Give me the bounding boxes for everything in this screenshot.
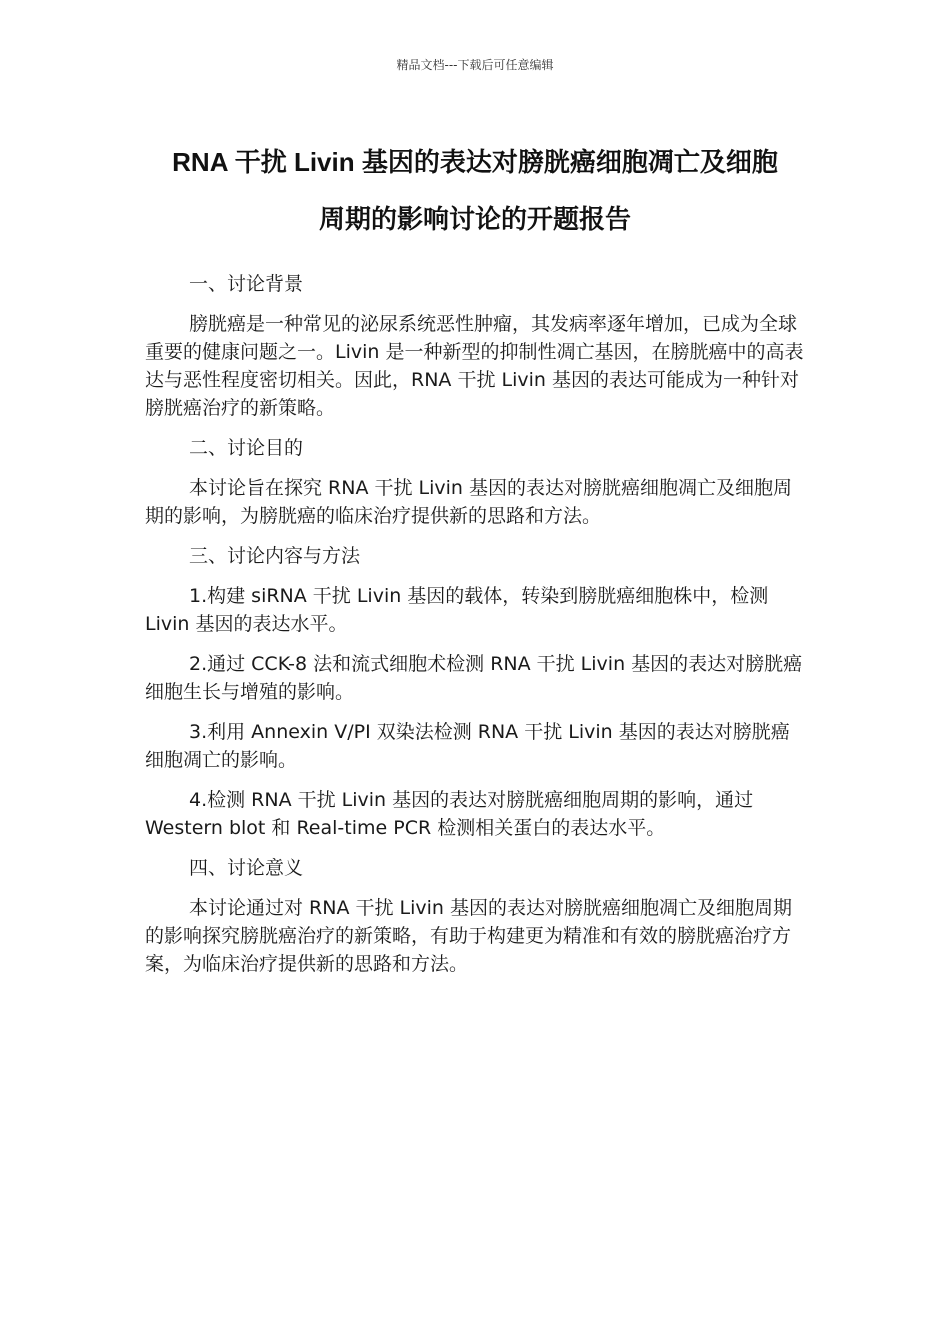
section-content-methods (145, 542, 807, 842)
section-significance (145, 854, 807, 978)
document-title (120, 134, 830, 248)
document-body (145, 270, 807, 990)
title-line-1: RNA 干扰 Livin 基因的表达对膀胱癌细胞凋亡及细胞 (172, 147, 778, 177)
method-item: 4.检测 RNA 干扰 Livin 基因的表达对膀胱癌细胞周期的影响，通过 Western blot 和 Real-time PCR 检测相关蛋白的表达水平。 (145, 789, 754, 839)
section-heading: 四、讨论意义 (189, 857, 304, 879)
paragraph: 本讨论旨在探究 RNA 干扰 Livin 基因的表达对膀胱癌细胞凋亡及细胞周期的影响，为膀胱癌的临床治疗提供新的思路和方法。 (145, 477, 793, 527)
method-item: 3.利用 Annexin V/PI 双染法检测 RNA 干扰 Livin 基因的表达对膀胱癌细胞凋亡的影响。 (145, 721, 790, 771)
method-item: 1.构建 siRNA 干扰 Livin 基因的载体，转染到膀胱癌细胞株中，检测 Livin 基因的表达水平。 (145, 585, 769, 635)
section-heading: 三、讨论内容与方法 (189, 545, 361, 567)
header-note: 精品文档---下载后可任意编辑 (396, 58, 554, 72)
section-heading: 二、讨论目的 (189, 437, 304, 459)
method-item: 2.通过 CCK-8 法和流式细胞术检测 RNA 干扰 Livin 基因的表达对膀胱癌细胞生长与增殖的影响。 (145, 653, 803, 703)
section-background (145, 270, 807, 422)
title-line-2: 周期的影响讨论的开题报告 (318, 204, 631, 234)
section-heading: 一、讨论背景 (189, 273, 304, 295)
paragraph: 膀胱癌是一种常见的泌尿系统恶性肿瘤，其发病率逐年增加，已成为全球重要的健康问题之一。Livin 是一种新型的抑制性凋亡基因，在膀胱癌中的高表达与恶性程度密切相关。因此，RNA 干扰 Livin 基因的表达可能成为一种针对膀胱癌治疗的新策略。 (145, 313, 804, 419)
section-purpose (145, 434, 807, 530)
paragraph: 本讨论通过对 RNA 干扰 Livin 基因的表达对膀胱癌细胞凋亡及细胞周期的影响探究膀胱癌治疗的新策略，有助于构建更为精准和有效的膀胱癌治疗方案，为临床治疗提供新的思路和方法。 (145, 897, 793, 975)
